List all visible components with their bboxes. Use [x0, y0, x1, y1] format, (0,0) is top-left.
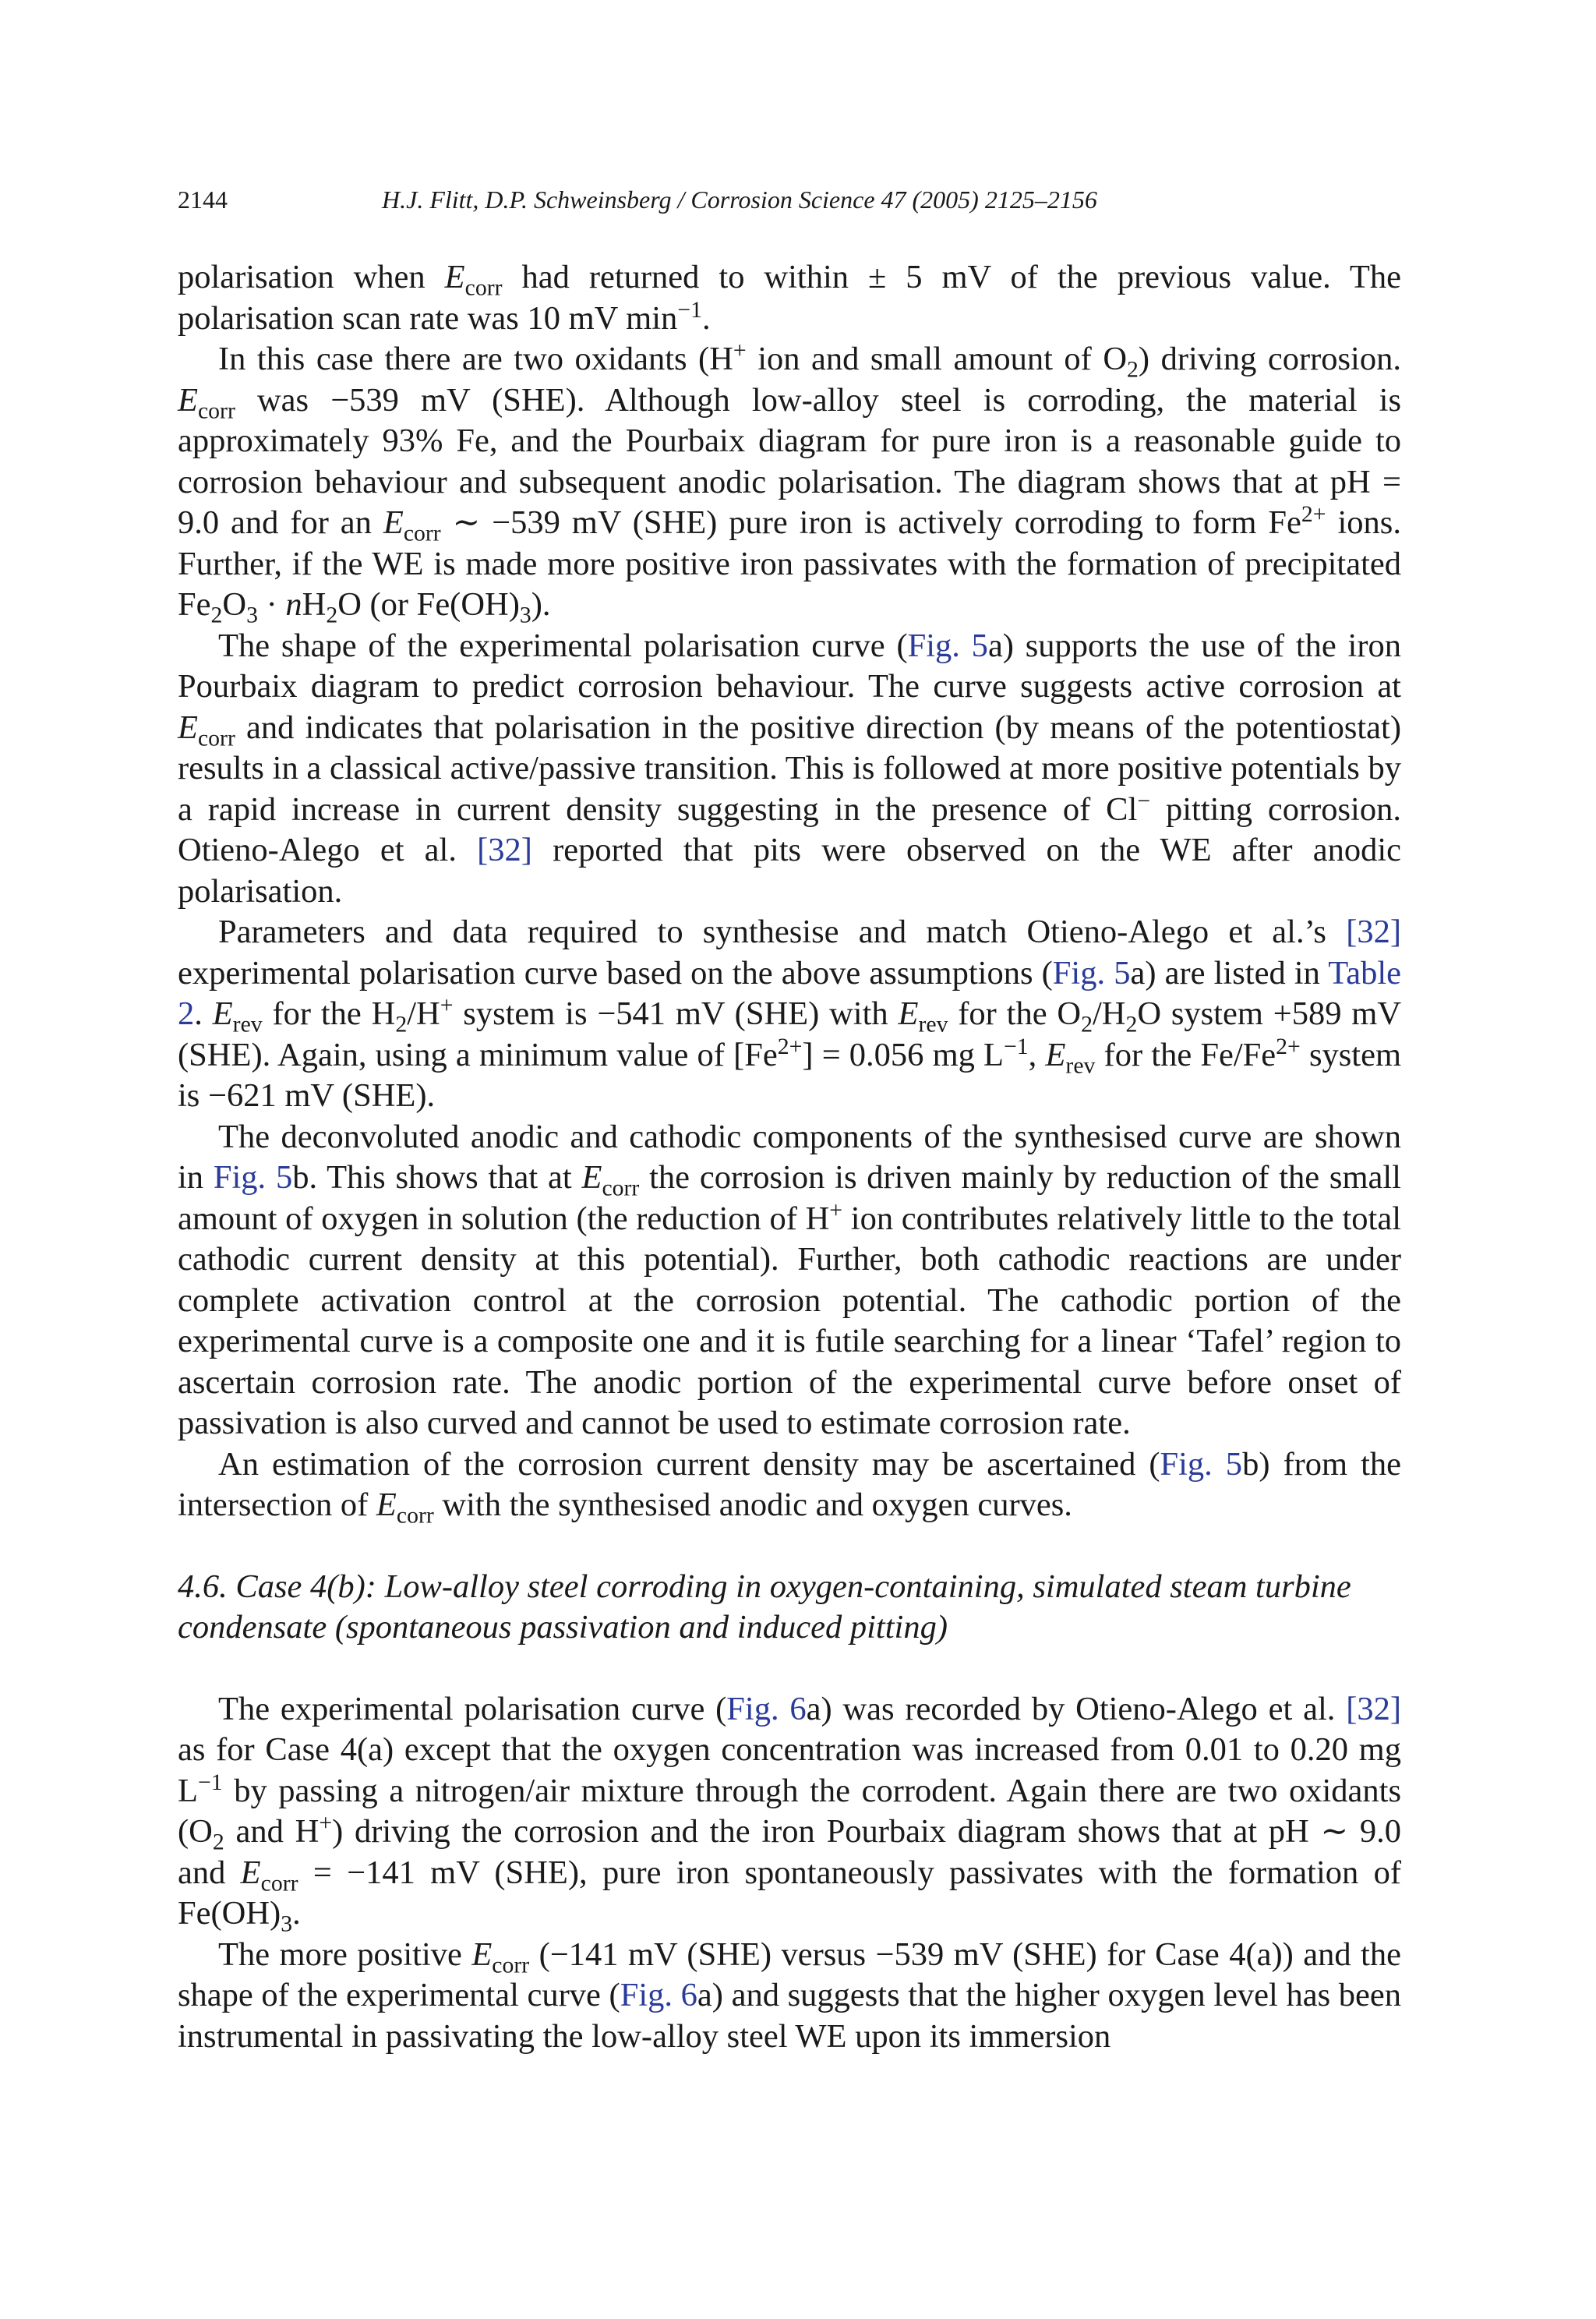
fig-5-link[interactable]: Fig. 5 [1160, 1445, 1243, 1483]
fig-6-link[interactable]: Fig. 6 [726, 1690, 807, 1727]
ref-32-link[interactable]: [32] [1346, 1690, 1401, 1727]
fig-5-link[interactable]: Fig. 5 [907, 627, 988, 664]
running-head: H.J. Flitt, D.P. Schweinsberg / Corrosion Science 47 (2005) 2125–2156 [382, 186, 1097, 214]
ref-32-link[interactable]: [32] [1346, 914, 1401, 950]
article-body [178, 257, 1401, 2057]
paragraph-3: Parameters and data required to synthesise and match Otieno-Alego et al.’s [32] experimental polarisation curve based on the above assumptions (Fig. 5a) are listed in Table 2. $E_{rev}$ for the $H_2/H^+$ system is −541 mV (SHE) with $E_{rev}$ for the $O_2/H_2O$ system +589 mV (SHE). Again, using a minimum value of $[Fe^{2+}] = 0.056$ mg $L^{-1}$, $E_{rev}$ for the $Fe/Fe^{2+}$ system is −621 mV (SHE). [178, 914, 1402, 1114]
fig-6-link[interactable]: Fig. 6 [620, 1977, 697, 2013]
ref-32-link[interactable]: [32] [477, 832, 532, 868]
page-header [178, 186, 1404, 229]
paragraph-2: The shape of the experimental polarisation curve (Fig. 5a) supports the use of the iron Pourbaix diagram to predict corrosion behaviour. The curve suggests active corrosion at $E_{corr}$ and indicates that polarisation in the positive direction (by means of the potentiostat) results in a classical active/passive transition. This is followed at more positive potentials by a rapid increase in current density suggesting in the presence of Cl− pitting corrosion. Otieno-Alego et al. [32] reported that pits were observed on the WE after anodic polarisation. [178, 627, 1401, 910]
table-2-link[interactable]: Table 2 [178, 954, 1401, 1032]
paragraph-5: An estimation of the corrosion current density may be ascertained (Fig. 5b) from the intersection of $E_{corr}$ with the synthesised anodic and oxygen curves. [178, 1445, 1401, 1529]
paragraph-7: The more positive $E_{corr}$ (−141 mV (SHE) versus −539 mV (SHE) for Case 4(a)) and the shape of the experimental curve (Fig. 6a) and suggests that the higher oxygen level has been instrumental in passivating the low-alloy steel WE upon its immersion [178, 1935, 1401, 2055]
fig-5-link[interactable]: Fig. 5 [1052, 954, 1131, 992]
paragraph-0: polarisation when $E_{corr}$ had returned to within ± 5 mV of the previous value. The polarisation scan rate was 10 mV $\min^{-1}$. [178, 259, 1401, 337]
paragraph-4: The deconvoluted anodic and cathodic components of the synthesised curve are shown in Fig. 5b. This shows that at $E_{corr}$ the corrosion is driven mainly by reduction of the small amount of oxygen in solution (the reduction of H+ ion contributes relatively little to the total cathodic current density at this potential). Further, both cathodic reactions are under complete activation control at the corrosion potential. The cathodic portion of the experimental curve is a composite one and it is futile searching for a linear ‘Tafel’ region to ascertain corrosion rate. The anodic portion of the experimental curve before onset of passivation is also curved and cannot be used to estimate corrosion rate. [178, 1118, 1401, 1441]
page-number: 2144 [178, 186, 228, 214]
fig-5-link[interactable]: Fig. 5 [213, 1159, 293, 1196]
paragraph-1: In this case there are two oxidants (H+ ion and small amount of $O_2$) driving corrosion. $E_{corr}$ was −539 mV (SHE). Although low-alloy steel is corroding, the material is approximately 93% Fe, and the Pourbaix diagram for pure iron is a reasonable guide to corrosion behaviour and subsequent anodic polarisation. The diagram shows that at pH = 9.0 and for an $E_{corr}$ ∼ −539 mV (SHE) pure iron is actively corroding to form $Fe^{2+}$ ions. Further, if the WE is made more positive iron passivates with the formation of precipitated $Fe_2O_3 \cdot nH_2O$ (or $Fe(OH)_3$). [178, 337, 1401, 628]
paragraph-6: The experimental polarisation curve (Fig. 6a) was recorded by Otieno-Alego et al. [32] as for Case 4(a) except that the oxygen concentration was increased from 0.01 to 0.20 mg $L^{-1}$ by passing a nitrogen/air mixture through the corrodent. Again there are two oxidants ($O_2$ and H+) driving the corrosion and the iron Pourbaix diagram shows that at pH ∼ 9.0 and $E_{corr} = -141$ mV (SHE), pure iron spontaneously passivates with the formation of $Fe(OH)_3$. [178, 1690, 1401, 1937]
section-heading: 4.6. Case 4(b): Low-alloy steel corroding in oxygen-containing, simulated steam turbine condensate (spontaneous passivation and induced pitting) [178, 1568, 1351, 1646]
